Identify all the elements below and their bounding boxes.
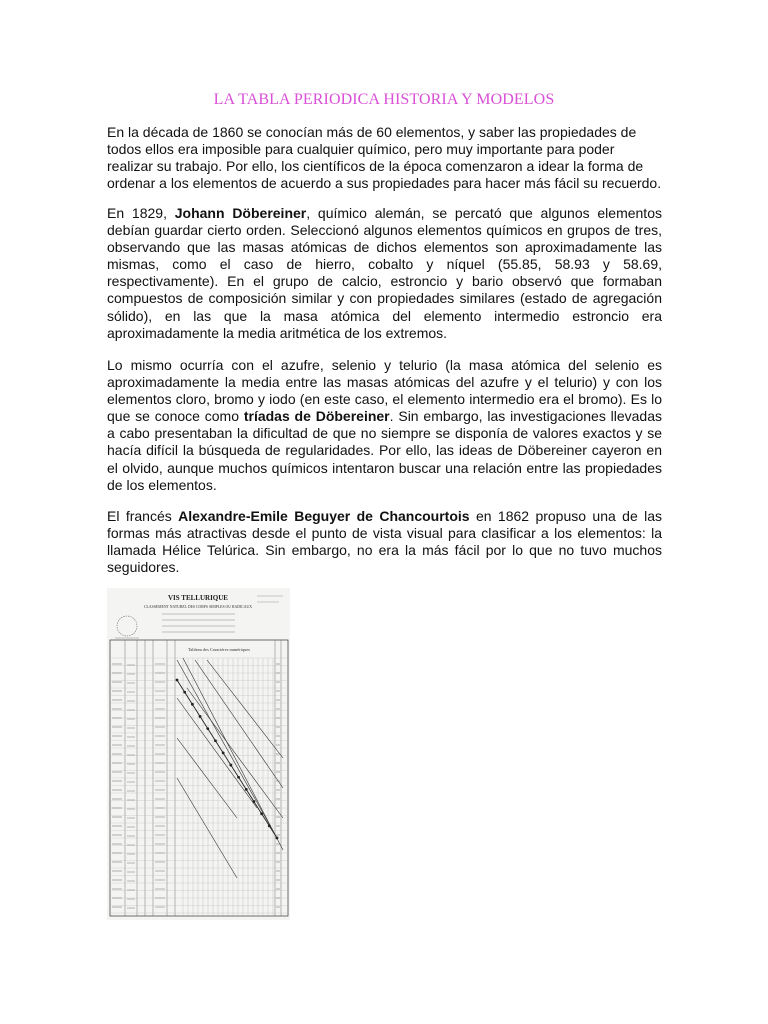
element-point: [214, 739, 217, 742]
element-point: [276, 837, 279, 840]
bold-name-chancourtois: Alexandre-Emile Beguyer de Chancourtois: [178, 508, 470, 524]
element-point: [245, 788, 248, 791]
paragraph-text: en 1862 propuso una de las formas más atractivas desde el punto de vista visual para clasificar a los elementos: la llamada Hélice Telúrica. Sin embargo, no era la más fácil por lo que no tuvo muchos seguidores.: [107, 508, 663, 576]
element-point: [176, 679, 179, 682]
element-point: [206, 727, 209, 730]
vis-tellurique-image: [107, 588, 290, 920]
element-point: [183, 691, 186, 694]
figure-caption: Tableau des Caractères numériques: [188, 647, 250, 652]
vis-tellurique-figure: [107, 588, 290, 920]
element-point: [191, 703, 194, 706]
paragraph-text: El francés: [107, 508, 179, 524]
bold-name-dobereiner: Johann Döbereiner: [174, 205, 307, 221]
element-point: [229, 764, 232, 767]
paragraph-intro: En la década de 1860 se conocían más de 60 elementos, y saber las propiedades de todos ellos era imposible para cualquier químico, pero muy importante para poder realizar su trabajo. Por ello, los científicos de la época comenzaron a idear la forma de ordenar a los elementos de acuerdo a sus propiedades para hacer más fácil su recuerdo.: [107, 124, 662, 192]
paragraph-dobereiner: [107, 205, 662, 342]
element-point: [199, 715, 202, 718]
element-point: [253, 800, 256, 803]
paragraph-triadas: [107, 357, 662, 494]
document-title: LA TABLA PERIODICA HISTORIA Y MODELOS: [213, 91, 555, 108]
paragraph-text: Lo mismo ocurría con el azufre, selenio y telurio (la masa atómica del selenio es aproximadamente la media entre las masas atómicas del azufre y el telurio) y con los elementos cloro, bromo y iodo (en este caso, el elemento intermedio era el bromo). Es lo que se conoce como: [107, 357, 662, 425]
bold-term-triadas: tríadas de Döbereiner: [243, 408, 390, 425]
paragraph-text: En 1829,: [107, 205, 175, 221]
element-point: [268, 824, 271, 827]
element-point: [222, 752, 225, 755]
element-point: [260, 812, 263, 815]
figure-heading: VIS TELLURIQUE: [168, 594, 228, 602]
paragraph-text: , químico alemán, se percató que algunos elementos debían guardar cierto orden. Seleccionó algunos elementos químicos en grupos de tres, observando que las masas atómicas de dichos elementos son aproximadamente las mismas, como el caso de hierro, cobalto y níquel (55.85, 58.93 y 58.69, respectivamente). En el grupo de calcio, estroncio y bario observó que formaban compuestos de composición similar y con propiedades similares (estado de agregación sólido), en las que la masa atómica del elemento intermedio estroncio era aproximadamente la media aritmética de los extremos.: [107, 205, 662, 341]
paragraph-text: . Sin embargo, las investigaciones llevadas a cabo presentaban la dificultad de que no siempre se disponía de valores exactos y se hacía difícil la búsqueda de regularidades. Por ello, las ideas de Döbereiner cayeron en el olvido, aunque muchos químicos intentaron buscar una relación entre las propiedades de los elementos.: [107, 408, 663, 493]
element-point: [237, 776, 240, 779]
figure-subheading: CLASSEMENT NATUREL DES CORPS SIMPLES OU RADICAUX: [143, 605, 253, 609]
paragraph-chancourtois: [107, 508, 662, 576]
